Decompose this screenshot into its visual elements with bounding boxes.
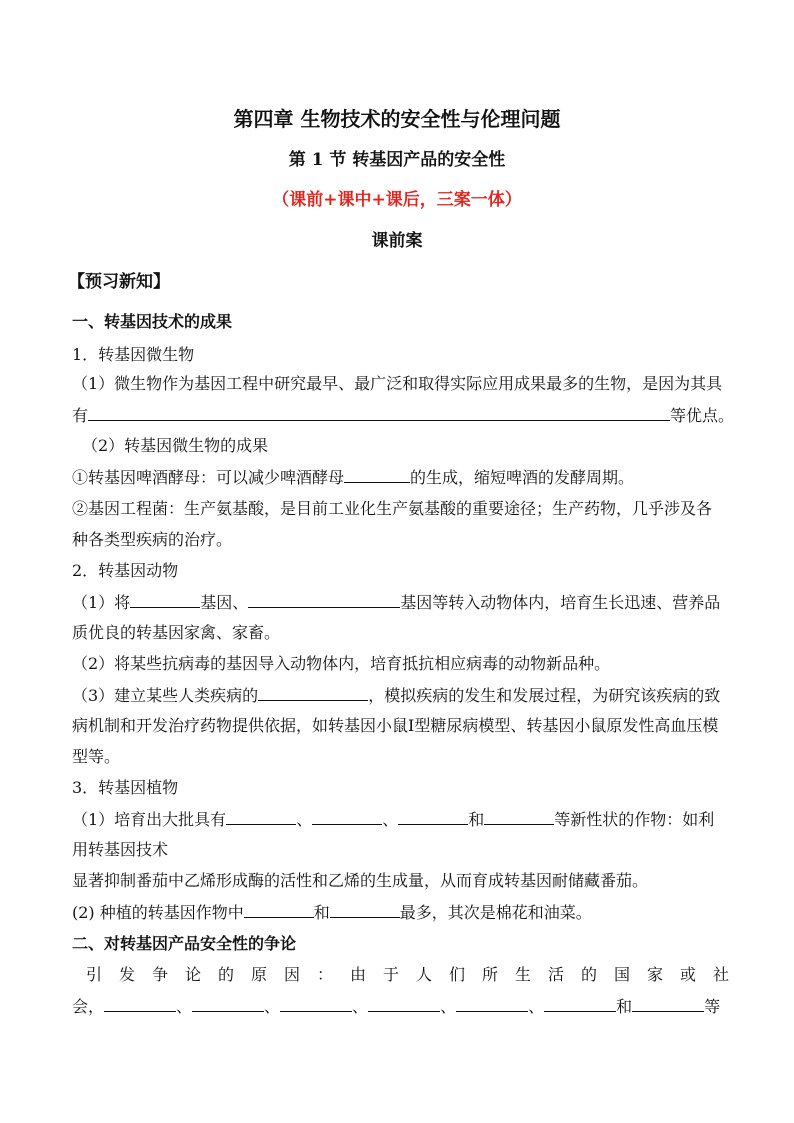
paragraph-with-blank <box>72 466 722 489</box>
text: 最多，其次是棉花和油菜。 <box>399 903 592 922</box>
answer-blank[interactable] <box>632 995 704 1012</box>
answer-blank[interactable] <box>456 995 528 1012</box>
answer-blank[interactable] <box>88 404 670 421</box>
section-2-heading: 二、对转基因产品安全性的争论 <box>72 934 297 953</box>
text: （1）培育出大批具有 <box>72 810 227 829</box>
text: (2) 种植的转基因作物中 <box>72 903 244 922</box>
paragraph: 显著抑制番茄中乙烯形成酶的活性和乙烯的生成量，从而育成转基因耐储藏番茄。 <box>72 871 649 890</box>
text: 、 <box>176 997 193 1016</box>
paragraph: 种各类型疾病的治疗。 <box>72 530 233 549</box>
text: 会， <box>72 997 105 1016</box>
part-title: 课前案 <box>371 231 423 251</box>
text: 等新性状的作物：如利 <box>554 810 715 829</box>
paragraph: （2）将某些抗病毒的基因导入动物体内，培育抵抗相应病毒的动物新品种。 <box>72 654 611 673</box>
paragraph-with-blank <box>72 901 722 924</box>
answer-blank[interactable] <box>544 995 616 1012</box>
answer-blank[interactable] <box>280 995 352 1012</box>
subtitle: （课前+课中+课后，三案一体） <box>272 190 522 210</box>
answer-blank[interactable] <box>248 591 400 608</box>
text: 和 <box>313 903 330 922</box>
text: 、 <box>440 997 457 1016</box>
paragraph: 型等。 <box>72 747 121 766</box>
text: 等 <box>704 997 721 1016</box>
paragraph-with-blank <box>72 404 735 427</box>
text: 的生成，缩短啤酒的发酵周期。 <box>410 468 635 487</box>
text: 、 <box>296 810 313 829</box>
answer-blank[interactable] <box>484 808 554 825</box>
answer-blank[interactable] <box>130 591 200 608</box>
preview-heading: 【预习新知】 <box>68 272 170 292</box>
text: （1）将 <box>72 593 131 612</box>
answer-blank[interactable] <box>244 901 314 918</box>
text: ①转基因啤酒酵母：可以减少啤酒酵母 <box>72 468 345 487</box>
subsection-3-title: 3．转基因植物 <box>72 778 179 797</box>
paragraph: （2）转基因微生物的成果 <box>82 436 269 455</box>
paragraph: （1）微生物作为基因工程中研究最早、最广泛和取得实际应用成果最多的生物，是因为其具 <box>72 374 723 393</box>
paragraph-with-blank <box>72 684 722 707</box>
section-1-heading: 一、转基因技术的成果 <box>72 312 233 331</box>
text: ，模拟疾病的发生和发展过程，为研究该疾病的致 <box>368 686 721 705</box>
text: 、 <box>352 997 369 1016</box>
paragraph: 用转基因技术 <box>72 840 169 859</box>
paragraph-with-blank <box>72 995 722 1018</box>
text: 和 <box>468 810 485 829</box>
paragraph: 质优良的转基因家禽、家畜。 <box>72 623 281 642</box>
subsection-1-title: 1．转基因微生物 <box>72 345 195 364</box>
chapter-title: 第四章 生物技术的安全性与伦理问题 <box>233 107 561 131</box>
text: 基因等转入动物体内，培育生长迅速、营养品 <box>400 593 721 612</box>
paragraph: ②基因工程菌：生产氨基酸，是目前工业化生产氨基酸的重要途径；生产药物，几乎涉及各 <box>72 499 713 518</box>
text: 等优点。 <box>670 406 735 425</box>
section-title: 第 1 节 转基因产品的安全性 <box>288 150 506 170</box>
text: 、 <box>528 997 545 1016</box>
paragraph: 病机制和开发治疗药物提供依据，如转基因小鼠Ⅰ型糖尿病模型、转基因小鼠原发性高血压模 <box>72 716 719 735</box>
text: 、 <box>382 810 399 829</box>
answer-blank[interactable] <box>344 466 410 483</box>
paragraph-with-blank <box>72 808 722 831</box>
answer-blank[interactable] <box>368 995 440 1012</box>
answer-blank[interactable] <box>398 808 468 825</box>
answer-blank[interactable] <box>330 901 400 918</box>
answer-blank[interactable] <box>192 995 264 1012</box>
subsection-2-title: 2．转基因动物 <box>72 561 179 580</box>
text: 基因、 <box>200 593 249 612</box>
text: （3）建立某些人类疾病的 <box>72 686 259 705</box>
answer-blank[interactable] <box>312 808 382 825</box>
text: 、 <box>264 997 281 1016</box>
text: 和 <box>616 997 633 1016</box>
paragraph-with-blank <box>72 591 722 614</box>
answer-blank[interactable] <box>104 995 176 1012</box>
paragraph: 引发争论的原因：由于人们所生活的国家或社 <box>86 965 747 984</box>
answer-blank[interactable] <box>226 808 296 825</box>
text: 有 <box>72 406 89 425</box>
answer-blank[interactable] <box>258 684 368 701</box>
